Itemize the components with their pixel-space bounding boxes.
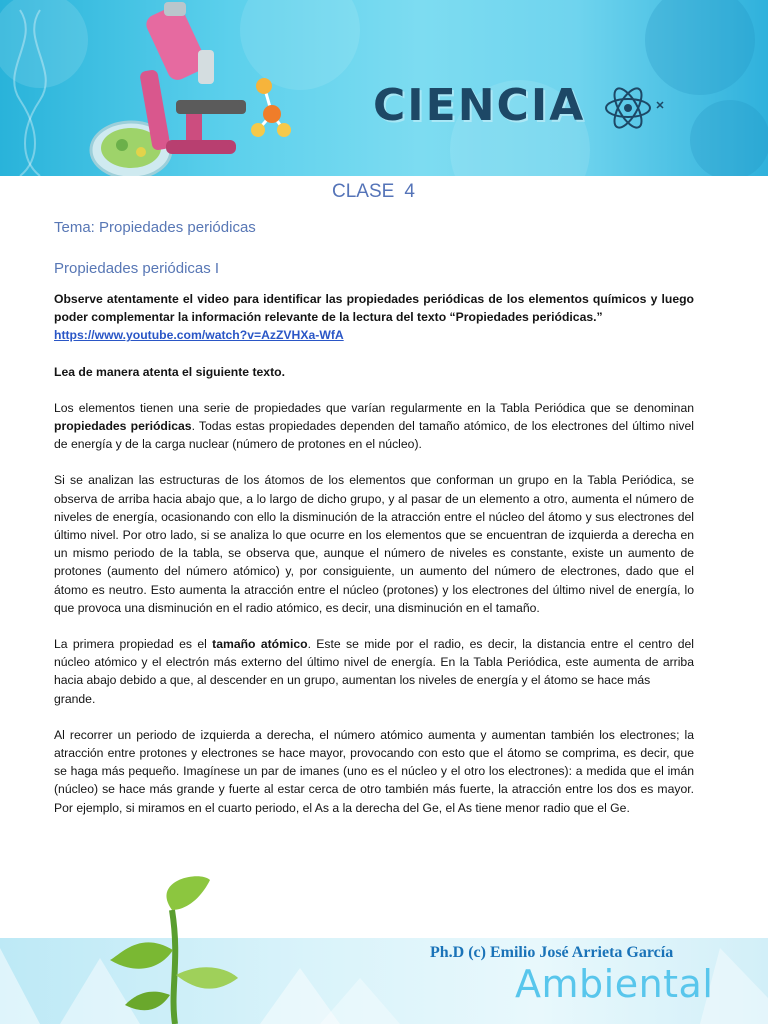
header-banner	[0, 0, 768, 176]
author-name: Ph.D (c) Emilio José Arrieta García	[430, 944, 674, 961]
topic-heading: Tema: Propiedades periódicas	[54, 219, 256, 236]
instruction-text: Lea de manera atenta el siguiente texto.	[54, 364, 285, 379]
class-label: CLASE	[332, 181, 395, 202]
document-body	[54, 290, 694, 835]
paragraph-1-text-end: . Todas estas propiedades dependen del tamaño atómico, de los electrones del último nivel de energía y de la carga nuclear (número de protones en el núcleo).	[54, 419, 695, 452]
brand-wordmark: Ambiental	[515, 962, 714, 1006]
molecule-icon	[244, 74, 294, 144]
intro-text: Observe atentamente el video para identificar las propiedades periódicas de los elementos químicos y luego poder complementar la información relevante de la lectura del texto “Propiedades periódicas.”	[54, 292, 694, 325]
video-link[interactable]: https://www.youtube.com/watch?v=AzZVHXa-WfA	[54, 328, 344, 343]
paragraph-2: Si se analizan las estructuras de los átomos de los elementos que conforman un grupo en la Tabla Periódica, se observa de arriba hacia abajo que, a lo largo de dicho grupo, y al pasar de un elemento a otro, aumenta el número de niveles de energía, ocasionando con ello la disminución de la atracción entre el núcleo del átomo y sus electrones del último nivel. Por otro lado, si se analiza lo que ocurre en los elementos que se encuentran de izquierda a derecha en un mismo periodo de la tabla, se observa que, aunque el número de niveles es constante, existe un aumento de protones (aumento del número atómico) y, por consiguiente, un aumento del número de electrones, dado que el átomo es neutro. Esto aumenta la atracción entre el núcleo (protones) y los electrones del último nivel de energía, lo que provoca una disminución en el radio atómico, es decir, una disminución en el tamaño.	[54, 473, 694, 615]
paragraph-4: Al recorrer un periodo de izquierda a derecha, el número atómico aumenta y aumentan también los electrones; la atracción entre protones y electrones se hace mayor, provocando con esto que el átomo se comprima, es decir, que se haga más pequeño. Imagínese un par de imanes (uno es el núcleo y el otro los electrones): a medida que el imán (núcleo) se hace más grande y fuerte al estar cerca de otro también más fuerte, la atracción entre los dos es mayor. Por ejemplo, si miramos en el cuarto periodo, el As a la derecha del Ge, el As tiene menor radio que el Ge.	[54, 727, 694, 815]
section-heading: Propiedades periódicas I	[54, 260, 220, 277]
paragraph-1	[54, 399, 694, 454]
paragraph-3-bold: tamaño atómico	[212, 637, 308, 652]
class-title	[332, 181, 415, 203]
paragraph-3-text: La primera propiedad es el	[54, 637, 213, 652]
paragraph-1-bold: propiedades periódicas	[54, 419, 192, 434]
class-number: 4	[404, 181, 415, 202]
intro-paragraph	[54, 290, 694, 345]
paragraph-3-text-mid: . Este se mide por el radio, es decir, la distancia entre el centro del núcleo atómico y el electrón más externo del último nivel de energía. En la Tabla Periódica, este aumenta de arriba hacia abajo debido a que, al descender en un grupo, aumentan los niveles de energía y el átomo se hace más	[54, 637, 694, 688]
plant-icon	[110, 870, 240, 1024]
atom-icon	[602, 84, 666, 134]
paragraph-3	[54, 635, 694, 708]
banner-title: CIENCIA	[373, 80, 586, 131]
paragraph-1-text: Los elementos tienen una serie de propiedades que varían regularmente en la Tabla Periódica que se denominan	[54, 400, 694, 415]
paragraph-3-text-end: grande.	[54, 691, 96, 706]
